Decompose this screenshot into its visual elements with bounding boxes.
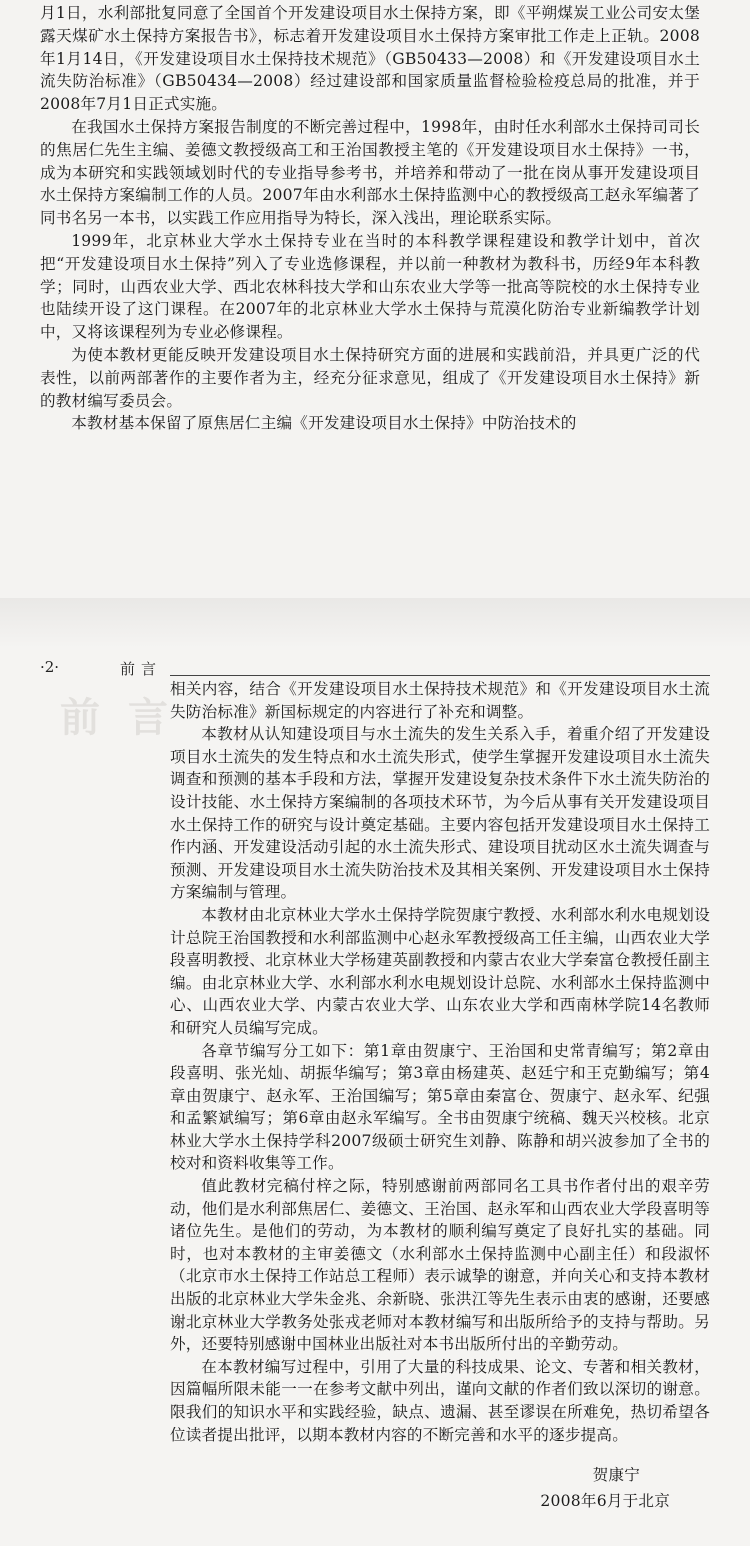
signature-block <box>170 1462 710 1514</box>
section-title: 前言 <box>120 660 163 678</box>
page-divider <box>0 598 750 648</box>
paragraph: 相关内容，结合《开发建设项目水土保持技术规范》和《开发建设项目水土流失防治标准》新国标规定的内容进行了补充和调整。 <box>170 680 710 721</box>
paragraph: 各章节编写分工如下：第1章由贺康宁、王治国和史常青编写；第2章由段喜明、张光灿、胡振华编写；第3章由杨建英、赵廷宁和王克勤编写；第4章由贺康宁、赵永军、王治国编写；第5章由秦富仓、贺康宁、赵永军、纪强和孟繁斌编写；第6章由赵永军编写。全书由贺康宁统稿、魏天兴校核。北京林业大学水土保持学科2007级硕士研究生刘静、陈静和胡兴波参加了全书的校对和资料收集等工作。 <box>170 1041 710 1173</box>
paragraph: 本教材由北京林业大学水土保持学院贺康宁教授、水利部水利水电规划设计总院王治国教授和水利部监测中心赵永军教授级高工任主编，山西农业大学段喜明教授、北京林业大学杨建英副教授和内蒙古农业大学秦富仓教授任副主编。由北京林业大学、水利部水利水电规划设计总院、水利部水土保持监测中心、山西农业大学、内蒙古农业大学、山东农业大学和西南林学院14名教师和研究人员编写完成。 <box>170 905 710 1037</box>
upper-page <box>0 0 750 598</box>
paragraph: 在我国水土保持方案报告制度的不断完善过程中，1998年，由时任水利部水土保持司司长的焦居仁先生主编、姜德文教授级高工和王治国教授主笔的《开发建设项目水土保持》一书，成为本研究和实践领域划时代的专业指导参考书，并培养和带动了一批在岗从事开发建设项目水土保持方案编制工作的人员。2007年由水利部水土保持监测中心的教授级高工赵永军编著了同书名另一本书，以实践工作应用指导为特长，深入浅出，理论联系实际。 <box>40 117 700 228</box>
lower-text-column <box>170 678 710 1514</box>
paragraph: 在本教材编写过程中，引用了大量的科技成果、论文、专著和相关教材，因篇幅所限未能一一在参考文献中列出，谨向文献的作者们致以深切的谢意。限我们的知识水平和实践经验，缺点、遗漏、甚至谬误在所难免，热切希望各位读者提出批评，以期本教材内容的不断完善和水平的逐步提高。 <box>170 1357 710 1444</box>
running-header <box>40 658 710 678</box>
paragraph: 月1日，水利部批复同意了全国首个开发建设项目水土保持方案，即《平朔煤炭工业公司安太堡露天煤矿水土保持方案报告书》，标志着开发建设项目水土保持方案审批工作走上正轨。2008年1月14日，《开发建设项目水土保持技术规范》（GB50433—2008）和《开发建设项目水土流失防治标准》（GB50434—2008）经过建设部和国家质量监督检验检疫总局的批准，并于2008年7月1日正式实施。 <box>40 4 700 114</box>
lower-page <box>0 648 750 1546</box>
paragraph: 1999年，北京林业大学水土保持专业在当时的本科教学课程建设和教学计划中，首次把“开发建设项目水土保持”列入了专业选修课程，并以前一种教材为教科书，历经9年本科教学；同时，山西农业大学、西北农林科技大学和山东农业大学等一批高等院校的水土保持专业也陆续开设了这门课程。在2007年的北京林业大学水土保持与荒漠化防治专业新编教学计划中，又将该课程列为专业必修课程。 <box>40 231 700 342</box>
signature-date: 2008年6月于北京 <box>540 1492 670 1511</box>
show-through-text: 前言 <box>60 694 196 741</box>
paragraph: 本教材基本保留了原焦居仁主编《开发建设项目水土保持》中防治技术的 <box>71 414 577 433</box>
paragraph: 为使本教材更能反映开发建设项目水土保持研究方面的进展和实践前沿，并具更广泛的代表性，以前两部著作的主要作者为主，经充分征求意见，组成了《开发建设项目水土保持》新的教材编写委员会。 <box>40 345 700 410</box>
page-number: ·2· <box>40 658 60 676</box>
upper-text-column <box>40 2 700 435</box>
paragraph: 本教材从认知建设项目与水土流失的发生关系入手，着重介绍了开发建设项目水土流失的发生特点和水土流失形式，使学生掌握开发建设项目水土流失调查和预测的基本手段和方法，掌握开发建设复杂技术条件下水土流失防治的设计技能、水土保持方案编制的各项技术环节，为今后从事有关开发建设项目水土保持工作的研究与设计奠定基础。主要内容包括开发建设项目水土保持工作内涵、开发建设活动引起的水土流失形式、建设项目扰动区水土流失调查与预测、开发建设项目水土流失防治技术及其相关案例、开发建设项目水土保持方案编制与管理。 <box>170 725 710 902</box>
paragraph: 值此教材完稿付梓之际，特别感谢前两部同名工具书作者付出的艰辛劳动，他们是水利部焦居仁、姜德文、王治国、赵永军和山西农业大学段喜明等诸位先生。是他们的劳动，为本教材的顺利编写奠定了良好扎实的基础。同时，也对本教材的主审姜德文（水利部水土保持监测中心副主任）和段淑怀（北京市水土保持工作站总工程师）表示诚挚的谢意，并向关心和支持本教材出版的北京林业大学朱金兆、余新晓、张洪江等先生表示由衷的感谢，还要感谢北京林业大学教务处张戎老师对本教材编写和出版所给予的支持与帮助。另外，还要特别感谢中国林业出版社对本书出版所付出的辛勤劳动。 <box>170 1177 710 1354</box>
header-rule <box>170 675 710 676</box>
author-name: 贺康宁 <box>592 1466 640 1485</box>
